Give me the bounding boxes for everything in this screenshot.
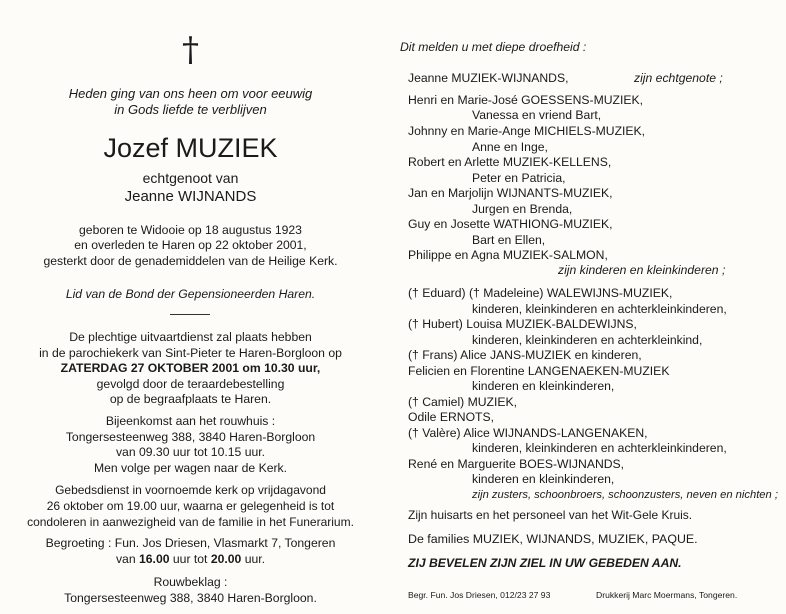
reception-until: uur tot <box>169 552 211 566</box>
child-family-3: Robert en Arlette MUZIEK-KELLENS, <box>408 155 612 169</box>
prayer-line-2: 26 oktober om 19.00 uur, waarna er gelegenheid is tot <box>46 499 335 513</box>
gathering-line-2: Tongersesteenweg 388, 3840 Haren-Borgloon <box>65 430 316 444</box>
sibling-family-5: († Camiel) MUZIEK, <box>408 395 518 409</box>
reception-line-1: Begroeting : Fun. Jos Driesen, Vlasmarkt 7, Tongeren <box>45 536 336 550</box>
closing-line: ZIJ BEVELEN ZIJN ZIEL IN UW GEBEDEN AAN. <box>408 556 682 570</box>
sibling-family-7: († Valère) Alice WIJNANDS-LANGENAKEN, <box>408 426 648 440</box>
gathering-line-1: Bijeenkomst aan het rouwhuis : <box>105 414 276 428</box>
wife-name: Jeanne MUZIEK-WIJNANDS, <box>408 71 569 85</box>
sibling-family-4: Felicien en Florentine LANGENAEKEN-MUZIEK <box>408 364 670 378</box>
funeral-line-1: De plechtige uitvaartdienst zal plaats hebben <box>69 330 312 344</box>
spouse-name <box>8 188 373 205</box>
sibling-family-2: († Hubert) Louisa MUZIEK-BALDEWIJNS, <box>408 317 637 331</box>
funeral-after-2: op de begraafplaats te Haren. <box>109 392 272 406</box>
reception-from: van <box>115 552 139 566</box>
families-line: De families MUZIEK, WIJNANDS, MUZIEK, PAQUE. <box>408 532 698 546</box>
children-role: zijn kinderen en kleinkinderen ; <box>558 263 726 277</box>
sibling-family-6: Odile ERNOTS, <box>408 410 495 424</box>
child-family-5: Guy en Josette WATHIONG-MUZIEK, <box>408 217 613 231</box>
reception-suffix: uur. <box>241 552 266 566</box>
birth-line-3: gesterkt door de genademiddelen van de Heilige Kerk. <box>43 254 338 268</box>
spouse-prefix: echtgenoot van <box>142 170 239 186</box>
sibling-family-1: († Eduard) († Madeleine) WALEWIJNS-MUZIEK, <box>408 286 673 300</box>
doctor-line: Zijn huisarts en het personeel van het Wit-Gele Kruis. <box>408 508 693 522</box>
spouse-last-name: WIJNANDS <box>178 188 257 205</box>
deceased-name <box>8 132 373 164</box>
grandchildren-1: Vanessa en vriend Bart, <box>472 108 602 122</box>
sibling-descendants-1: kinderen, kleinkinderen en achterkleinkinderen, <box>472 302 727 316</box>
reception-start-time: 16.00 <box>139 552 170 566</box>
funeral-line-2: in de parochiekerk van Sint-Pieter te Haren-Borgloon op <box>39 346 342 360</box>
grandchildren-3: Peter en Patricia, <box>472 171 566 185</box>
wife-role: zijn echtgenote ; <box>634 71 723 85</box>
sibling-descendants-4: kinderen en kleinkinderen, <box>472 379 615 393</box>
cross-icon: † <box>182 30 199 70</box>
right-column <box>398 0 778 614</box>
membership: Lid van de Bond der Gepensioneerden Haren. <box>65 287 316 301</box>
reception-end-time: 20.00 <box>210 552 242 566</box>
divider <box>170 314 210 315</box>
siblings-role: zijn zusters, schoonbroers, schoonzusters, neven en nichten ; <box>472 489 778 501</box>
gathering-line-4: Men volge per wagen naar de Kerk. <box>93 461 288 475</box>
spouse-first-name: Jeanne <box>124 188 179 205</box>
prayer-line-1: Gebedsdienst in voornoemde kerk op vrijdagavond <box>55 483 326 497</box>
intro-line-1: Heden ging van ons heen om voor eeuwig <box>68 86 313 101</box>
footer-funeral-home: Begr. Fun. Jos Driesen, 012/23 27 93 <box>408 590 551 600</box>
grandchildren-4: Jurgen en Brenda, <box>472 202 573 216</box>
condolence-title: Rouwbeklag : <box>153 575 228 589</box>
prayer-line-3: condoleren in aanwezigheid van de familie in het Funerarium. <box>27 515 354 529</box>
intro-line-2: in Gods liefde te verblijven <box>114 102 267 117</box>
deceased-first-name: Jozef <box>103 133 176 163</box>
child-family-1: Henri en Marie-José GOESSENS-MUZIEK, <box>408 93 644 107</box>
reception-line-2 <box>8 552 373 566</box>
footer-printer: Drukkerij Marc Moermans, Tongeren. <box>596 590 738 600</box>
sibling-descendants-8: kinderen en kleinkinderen, <box>472 472 615 486</box>
sibling-family-3: († Frans) Alice JANS-MUZIEK en kinderen, <box>408 348 642 362</box>
child-family-6: Philippe en Agna MUZIEK-SALMON, <box>408 248 608 262</box>
announcement-header: Dit melden u met diepe droefheid : <box>400 40 587 54</box>
gathering-line-3: van 09.30 uur tot 10.15 uur. <box>115 445 266 459</box>
child-family-2: Johnny en Marie-Ange MICHIELS-MUZIEK, <box>408 124 646 138</box>
funeral-date: ZATERDAG 27 OKTOBER 2001 om 10.30 uur, <box>60 361 321 375</box>
deceased-last-name: MUZIEK <box>175 133 278 163</box>
birth-line-1: geboren te Widooie op 18 augustus 1923 <box>79 223 302 237</box>
grandchildren-2: Anne en Inge, <box>472 140 548 154</box>
funeral-after-1: gevolgd door de teraardebestelling <box>96 377 285 391</box>
child-family-4: Jan en Marjolijn WIJNANTS-MUZIEK, <box>408 186 613 200</box>
sibling-descendants-2: kinderen, kleinkinderen en achterkleinkind, <box>472 333 703 347</box>
condolence-address: Tongersesteenweg 388, 3840 Haren-Borgloon. <box>64 591 317 605</box>
sibling-descendants-7: kinderen, kleinkinderen en achterkleinkinderen, <box>472 441 727 455</box>
left-column <box>8 0 373 614</box>
grandchildren-5: Bart en Ellen, <box>472 233 546 247</box>
birth-line-2: en overleden te Haren op 22 oktober 2001, <box>74 238 307 252</box>
sibling-family-8: René en Marguerite BOES-WIJNANDS, <box>408 457 625 471</box>
